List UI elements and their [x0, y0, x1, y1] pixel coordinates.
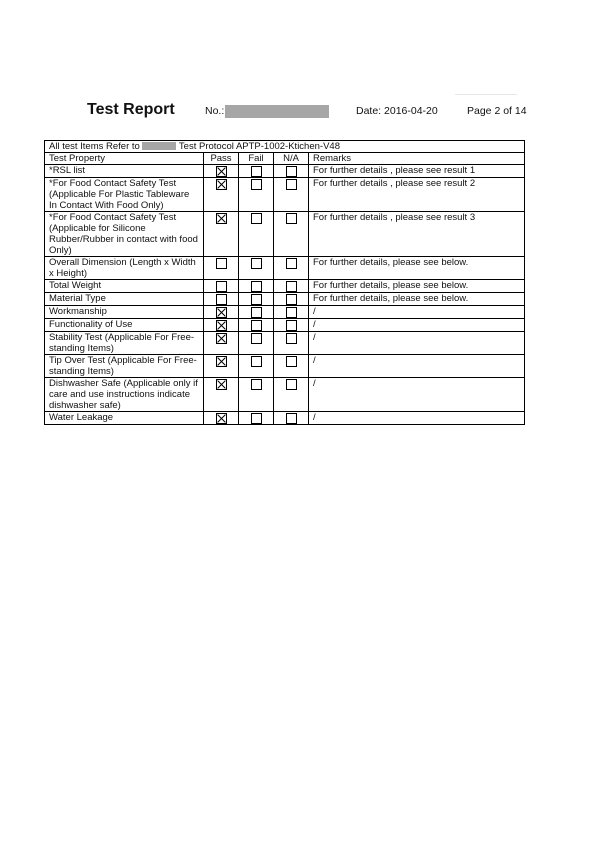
- na-cell: [274, 212, 309, 257]
- remarks-cell: For further details , please see result 3: [309, 212, 525, 257]
- checked-box-icon[interactable]: [216, 166, 227, 177]
- redacted-protocol-owner: [142, 142, 176, 150]
- pass-cell: [204, 165, 239, 178]
- empty-checkbox-icon[interactable]: [216, 294, 227, 305]
- protocol-intro-text: All test Items Refer to: [49, 141, 140, 152]
- page-indicator: Page 2 of 14: [467, 105, 527, 117]
- na-cell: [274, 412, 309, 425]
- empty-checkbox-icon[interactable]: [251, 213, 262, 224]
- na-cell: [274, 306, 309, 319]
- checked-box-icon[interactable]: [216, 356, 227, 367]
- checked-box-icon[interactable]: [216, 179, 227, 190]
- test-property-cell: *For Food Contact Safety Test (Applicable For Plastic Tableware In Contact With Food Only): [45, 178, 204, 212]
- checked-box-icon[interactable]: [216, 320, 227, 331]
- remarks-cell: /: [309, 412, 525, 425]
- pass-cell: [204, 332, 239, 355]
- fail-cell: [239, 165, 274, 178]
- header-remarks: Remarks: [309, 153, 525, 165]
- fail-cell: [239, 212, 274, 257]
- table-row: [45, 306, 525, 319]
- fail-cell: [239, 293, 274, 306]
- empty-checkbox-icon[interactable]: [286, 320, 297, 331]
- test-property-cell: *RSL list: [45, 165, 204, 178]
- report-number-label: No.:: [205, 105, 225, 117]
- test-property-cell: Stability Test (Applicable For Free-standing Items): [45, 332, 204, 355]
- table-row: [45, 293, 525, 306]
- remarks-cell: For further details, please see below.: [309, 257, 525, 280]
- test-property-cell: *For Food Contact Safety Test (Applicable for Silicone Rubber/Rubber in contact with food Only): [45, 212, 204, 257]
- header-faint-line: [455, 94, 517, 95]
- test-property-cell: Water Leakage: [45, 412, 204, 425]
- na-cell: [274, 355, 309, 378]
- pass-cell: [204, 280, 239, 293]
- checked-box-icon[interactable]: [216, 379, 227, 390]
- header-na: N/A: [274, 153, 309, 165]
- empty-checkbox-icon[interactable]: [216, 258, 227, 269]
- empty-checkbox-icon[interactable]: [286, 356, 297, 367]
- fail-cell: [239, 280, 274, 293]
- table-row: [45, 280, 525, 293]
- empty-checkbox-icon[interactable]: [286, 413, 297, 424]
- table-row: [45, 165, 525, 178]
- na-cell: [274, 293, 309, 306]
- empty-checkbox-icon[interactable]: [251, 320, 262, 331]
- empty-checkbox-icon[interactable]: [286, 281, 297, 292]
- protocol-cell: [45, 141, 525, 153]
- fail-cell: [239, 306, 274, 319]
- test-property-cell: Dishwasher Safe (Applicable only if care and use instructions indicate dishwasher safe): [45, 378, 204, 412]
- redacted-report-number: [225, 105, 329, 118]
- table-row: [45, 212, 525, 257]
- protocol-row: [45, 141, 525, 153]
- table-row: [45, 378, 525, 412]
- empty-checkbox-icon[interactable]: [286, 294, 297, 305]
- na-cell: [274, 378, 309, 412]
- test-property-cell: Total Weight: [45, 280, 204, 293]
- test-property-cell: Functionality of Use: [45, 319, 204, 332]
- remarks-cell: /: [309, 306, 525, 319]
- empty-checkbox-icon[interactable]: [251, 413, 262, 424]
- empty-checkbox-icon[interactable]: [286, 213, 297, 224]
- remarks-cell: /: [309, 332, 525, 355]
- remarks-cell: For further details , please see result 1: [309, 165, 525, 178]
- empty-checkbox-icon[interactable]: [251, 333, 262, 344]
- remarks-cell: /: [309, 319, 525, 332]
- table-row: [45, 332, 525, 355]
- remarks-cell: For further details , please see result 2: [309, 178, 525, 212]
- pass-cell: [204, 293, 239, 306]
- empty-checkbox-icon[interactable]: [251, 356, 262, 367]
- na-cell: [274, 165, 309, 178]
- empty-checkbox-icon[interactable]: [286, 179, 297, 190]
- pass-cell: [204, 412, 239, 425]
- na-cell: [274, 257, 309, 280]
- report-header: [0, 101, 600, 123]
- empty-checkbox-icon[interactable]: [251, 307, 262, 318]
- header-fail: Fail: [239, 153, 274, 165]
- table-row: [45, 355, 525, 378]
- pass-cell: [204, 178, 239, 212]
- checked-box-icon[interactable]: [216, 333, 227, 344]
- pass-cell: [204, 306, 239, 319]
- empty-checkbox-icon[interactable]: [286, 379, 297, 390]
- checked-box-icon[interactable]: [216, 307, 227, 318]
- fail-cell: [239, 412, 274, 425]
- table-row: [45, 178, 525, 212]
- test-property-cell: Workmanship: [45, 306, 204, 319]
- table-row: [45, 412, 525, 425]
- na-cell: [274, 280, 309, 293]
- empty-checkbox-icon[interactable]: [251, 258, 262, 269]
- protocol-name: Test Protocol APTP-1002-Ktichen-V48: [178, 141, 340, 152]
- empty-checkbox-icon[interactable]: [251, 379, 262, 390]
- fail-cell: [239, 355, 274, 378]
- empty-checkbox-icon[interactable]: [251, 166, 262, 177]
- pass-cell: [204, 257, 239, 280]
- empty-checkbox-icon[interactable]: [286, 258, 297, 269]
- na-cell: [274, 319, 309, 332]
- header-property: Test Property: [45, 153, 204, 165]
- table-row: [45, 319, 525, 332]
- table-row: [45, 257, 525, 280]
- pass-cell: [204, 355, 239, 378]
- fail-cell: [239, 378, 274, 412]
- empty-checkbox-icon[interactable]: [251, 294, 262, 305]
- empty-checkbox-icon[interactable]: [251, 179, 262, 190]
- pass-cell: [204, 378, 239, 412]
- remarks-cell: /: [309, 378, 525, 412]
- header-row: [45, 153, 525, 165]
- fail-cell: [239, 178, 274, 212]
- test-property-cell: Overall Dimension (Length x Width x Height): [45, 257, 204, 280]
- na-cell: [274, 332, 309, 355]
- checked-box-icon[interactable]: [216, 213, 227, 224]
- empty-checkbox-icon[interactable]: [251, 281, 262, 292]
- report-title: Test Report: [87, 101, 175, 118]
- pass-cell: [204, 319, 239, 332]
- fail-cell: [239, 332, 274, 355]
- header-pass: Pass: [204, 153, 239, 165]
- test-property-cell: Tip Over Test (Applicable For Free-standing Items): [45, 355, 204, 378]
- test-property-cell: Material Type: [45, 293, 204, 306]
- na-cell: [274, 178, 309, 212]
- empty-checkbox-icon[interactable]: [286, 307, 297, 318]
- fail-cell: [239, 319, 274, 332]
- empty-checkbox-icon[interactable]: [216, 281, 227, 292]
- empty-checkbox-icon[interactable]: [286, 166, 297, 177]
- fail-cell: [239, 257, 274, 280]
- pass-cell: [204, 212, 239, 257]
- report-date: Date: 2016-04-20: [356, 105, 438, 117]
- test-results-table: [44, 140, 525, 425]
- remarks-cell: /: [309, 355, 525, 378]
- checked-box-icon[interactable]: [216, 413, 227, 424]
- remarks-cell: For further details, please see below.: [309, 293, 525, 306]
- empty-checkbox-icon[interactable]: [286, 333, 297, 344]
- remarks-cell: For further details, please see below.: [309, 280, 525, 293]
